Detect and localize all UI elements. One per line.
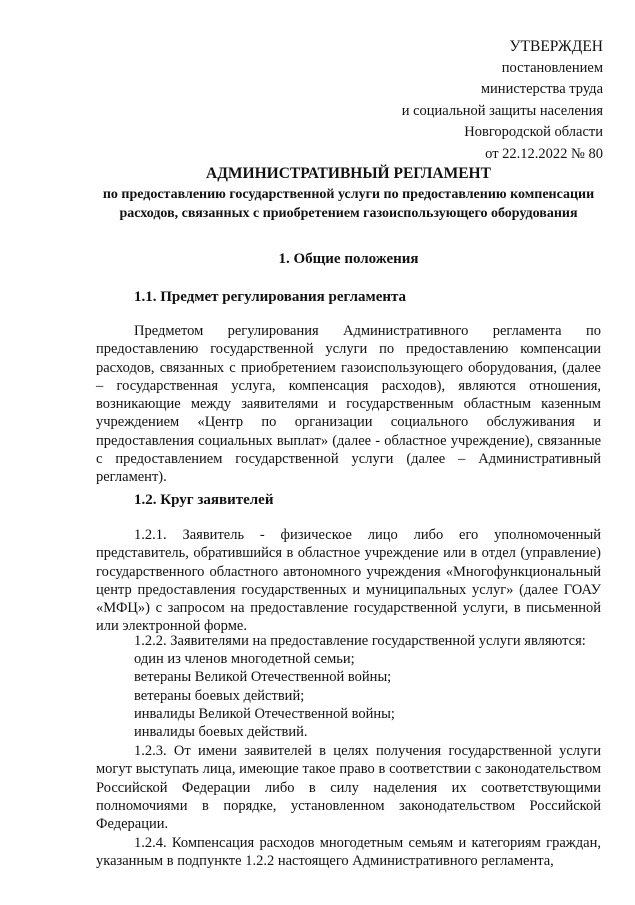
title-main: АДМИНИСТРАТИВНЫЙ РЕГЛАМЕНТ — [206, 165, 491, 182]
document-title — [96, 164, 601, 223]
paragraph-1-2-2: 1.2.2. Заявителями на предоставление государственной услуги являются: — [134, 633, 586, 649]
paragraph-subject: Предметом регулирования Административного регламента по предоставлению государственной услуги по предоставлению компенсации расходов, связанных с приобретением газоиспользующего оборудования, (далее – государственная услуга, компенсация расходов), являются отношения, возникающие между заявителями и государственным областным казенным учреждением «Центр по организации социального обслуживания и предоставления социальных выплат» (далее - областное учреждение), связанные с предоставлением государственной услуги (далее – Административный регламент). — [96, 323, 601, 486]
approval-line: постановлением — [501, 59, 603, 76]
approval-line: и социальной защиты населения — [401, 102, 603, 119]
list-item: инвалиды боевых действий. — [134, 724, 308, 740]
approval-heading: УТВЕРЖДЕН — [509, 38, 603, 55]
paragraph-1-2-4: 1.2.4. Компенсация расходов многодетным семьям и категориям граждан, указанным в подпункте 1.2.2 настоящего Административного регламента, — [96, 835, 601, 870]
approval-date-number: от 22.12.2022 № 80 — [485, 145, 603, 162]
approval-line: Новгородской области — [464, 124, 603, 140]
approval-stamp — [402, 36, 603, 165]
list-item: ветераны боевых действий; — [134, 688, 305, 704]
list-item: ветераны Великой Отечественной войны; — [134, 669, 392, 685]
title-subtitle: по предоставлению государственной услуги по предоставлению компенсации расходов, связанных с приобретением газоиспользующего оборудования — [102, 187, 595, 221]
approval-line: министерства труда — [480, 81, 603, 97]
section-heading-general: 1. Общие положения — [278, 251, 419, 267]
section-heading-applicants: 1.2. Круг заявителей — [134, 492, 274, 508]
list-item: инвалиды Великой Отечественной войны; — [134, 706, 395, 722]
list-item: один из членов многодетной семьи; — [134, 651, 355, 667]
paragraph-1-2-1: 1.2.1. Заявитель - физическое лицо либо его уполномоченный представитель, обратившийся в областное учреждение или в отдел (управление) государственного областного автономного учреждения «Многофункциональный центр предоставления государственных и муниципальных услуг» (далее ГОАУ «МФЦ») с запросом на предоставление государственной услуги, в письменной или электронной форме. — [96, 527, 601, 635]
section-heading-subject: 1.1. Предмет регулирования регламента — [134, 289, 407, 305]
paragraph-1-2-3: 1.2.3. От имени заявителей в целях получения государственной услуги могут выступать лица, имеющие такое право в соответствии с законодательством Российской Федерации либо в силу наделения их соответствующими полномочиями в порядке, установленном законодательством Российской Федерации. — [96, 743, 601, 833]
